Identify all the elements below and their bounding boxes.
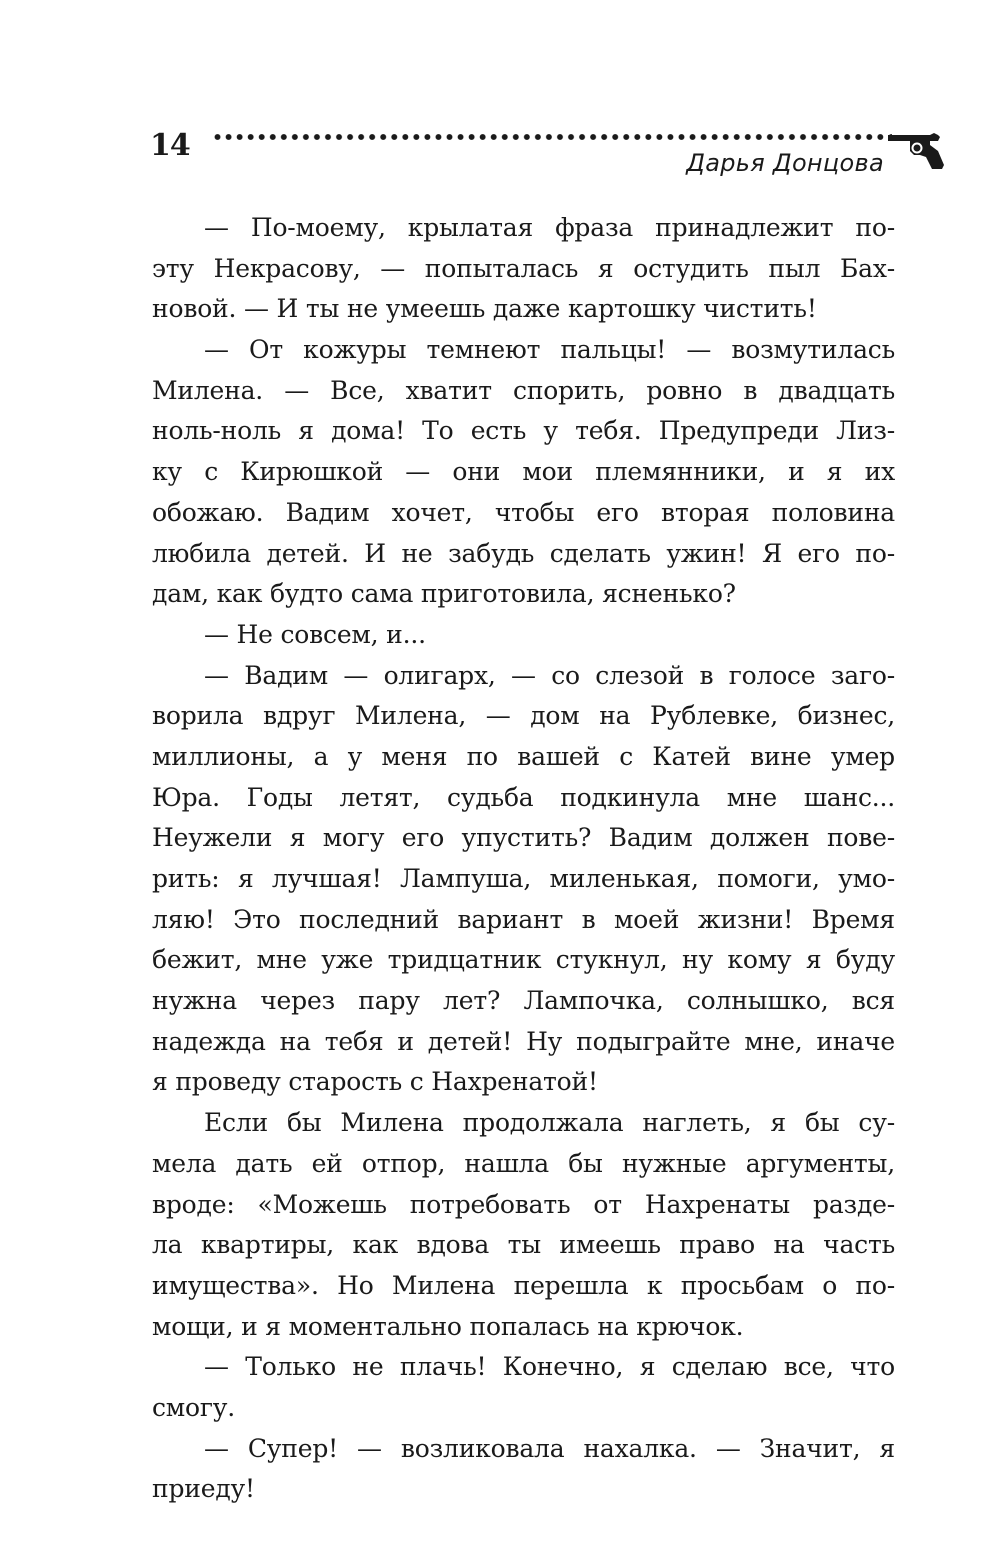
text-line: ноль-ноль я дома! То есть у тебя. Предупреди Лиз- (152, 416, 895, 446)
text-line: любила детей. И не забудь сделать ужин! Я его по- (152, 538, 895, 568)
text-line: новой. — И ты не умеешь даже картошку чистить! (152, 294, 817, 324)
text-line: Милена. — Все, хватит спорить, ровно в двадцать (152, 375, 895, 405)
text-line: — По-моему, крылатая фраза принадлежит по- (204, 213, 895, 242)
text-line: приеду! (152, 1474, 255, 1504)
text-line: ляю! Это последний вариант в моей жизни! Время (152, 904, 895, 934)
text-line: Если бы Милена продолжала наглеть, я бы су- (204, 1108, 895, 1138)
text-line: мела дать ей отпор, нашла бы нужные аргументы, (152, 1148, 895, 1178)
text-line: эту Некрасову, — попыталась я остудить пыл Бах- (152, 253, 895, 283)
text-line: смогу. (152, 1392, 236, 1422)
body-text (152, 208, 895, 1510)
text-line: нужна через пару лет? Лампочка, солнышко, вся (152, 986, 895, 1016)
text-line: — Вадим — олигарх, — со слезой в голосе заго- (204, 660, 895, 690)
text-line: — Супер! — возликовала нахалка. — Значит, я (204, 1433, 895, 1463)
text-line: Юра. Годы летят, судьба подкинула мне шанс... (152, 782, 895, 812)
text-line: дам, как будто сама приготовила, ясненько? (152, 579, 736, 609)
text-line: ла квартиры, как вдова ты имеешь право на часть (152, 1230, 895, 1260)
text-line: ку с Кирюшкой — они мои племянники, и я их (152, 457, 895, 487)
text-line: ворила вдруг Милена, — дом на Рублевке, бизнес, (152, 701, 895, 731)
text-line: бежит, мне уже тридцатник стукнул, ну кому я буду (152, 945, 895, 975)
text-line: надежда на тебя и детей! Ну подыграйте мне, иначе (152, 1026, 895, 1056)
text-line: миллионы, а у меня по вашей с Катей вине умер (152, 741, 895, 771)
text-line: я проведу старость с Нахренатой! (152, 1067, 598, 1097)
text-line: Неужели я могу его упустить? Вадим должен пове- (152, 823, 895, 853)
author-name: Дарья Донцова (686, 149, 884, 177)
text-line: — От кожуры темнеют пальцы! — возмутилась (204, 335, 895, 365)
page-number: 14 (150, 128, 190, 163)
text-line: — Только не плачь! Конечно, я сделаю все, что (204, 1352, 895, 1382)
revolver-icon (886, 131, 946, 171)
header-dotted-rule (212, 133, 892, 141)
text-line: мощи, и я моментально попалась на крючок. (152, 1311, 744, 1341)
text-line: имущества». Но Милена перешла к просьбам о по- (152, 1270, 895, 1300)
text-line: рить: я лучшая! Лампуша, миленькая, помоги, умо- (152, 864, 895, 893)
text-line: — Не совсем, и... (204, 619, 426, 649)
text-line: вроде: «Можешь потребовать от Нахренаты разде- (152, 1189, 895, 1219)
text-line: обожаю. Вадим хочет, чтобы его вторая половина (152, 497, 895, 527)
